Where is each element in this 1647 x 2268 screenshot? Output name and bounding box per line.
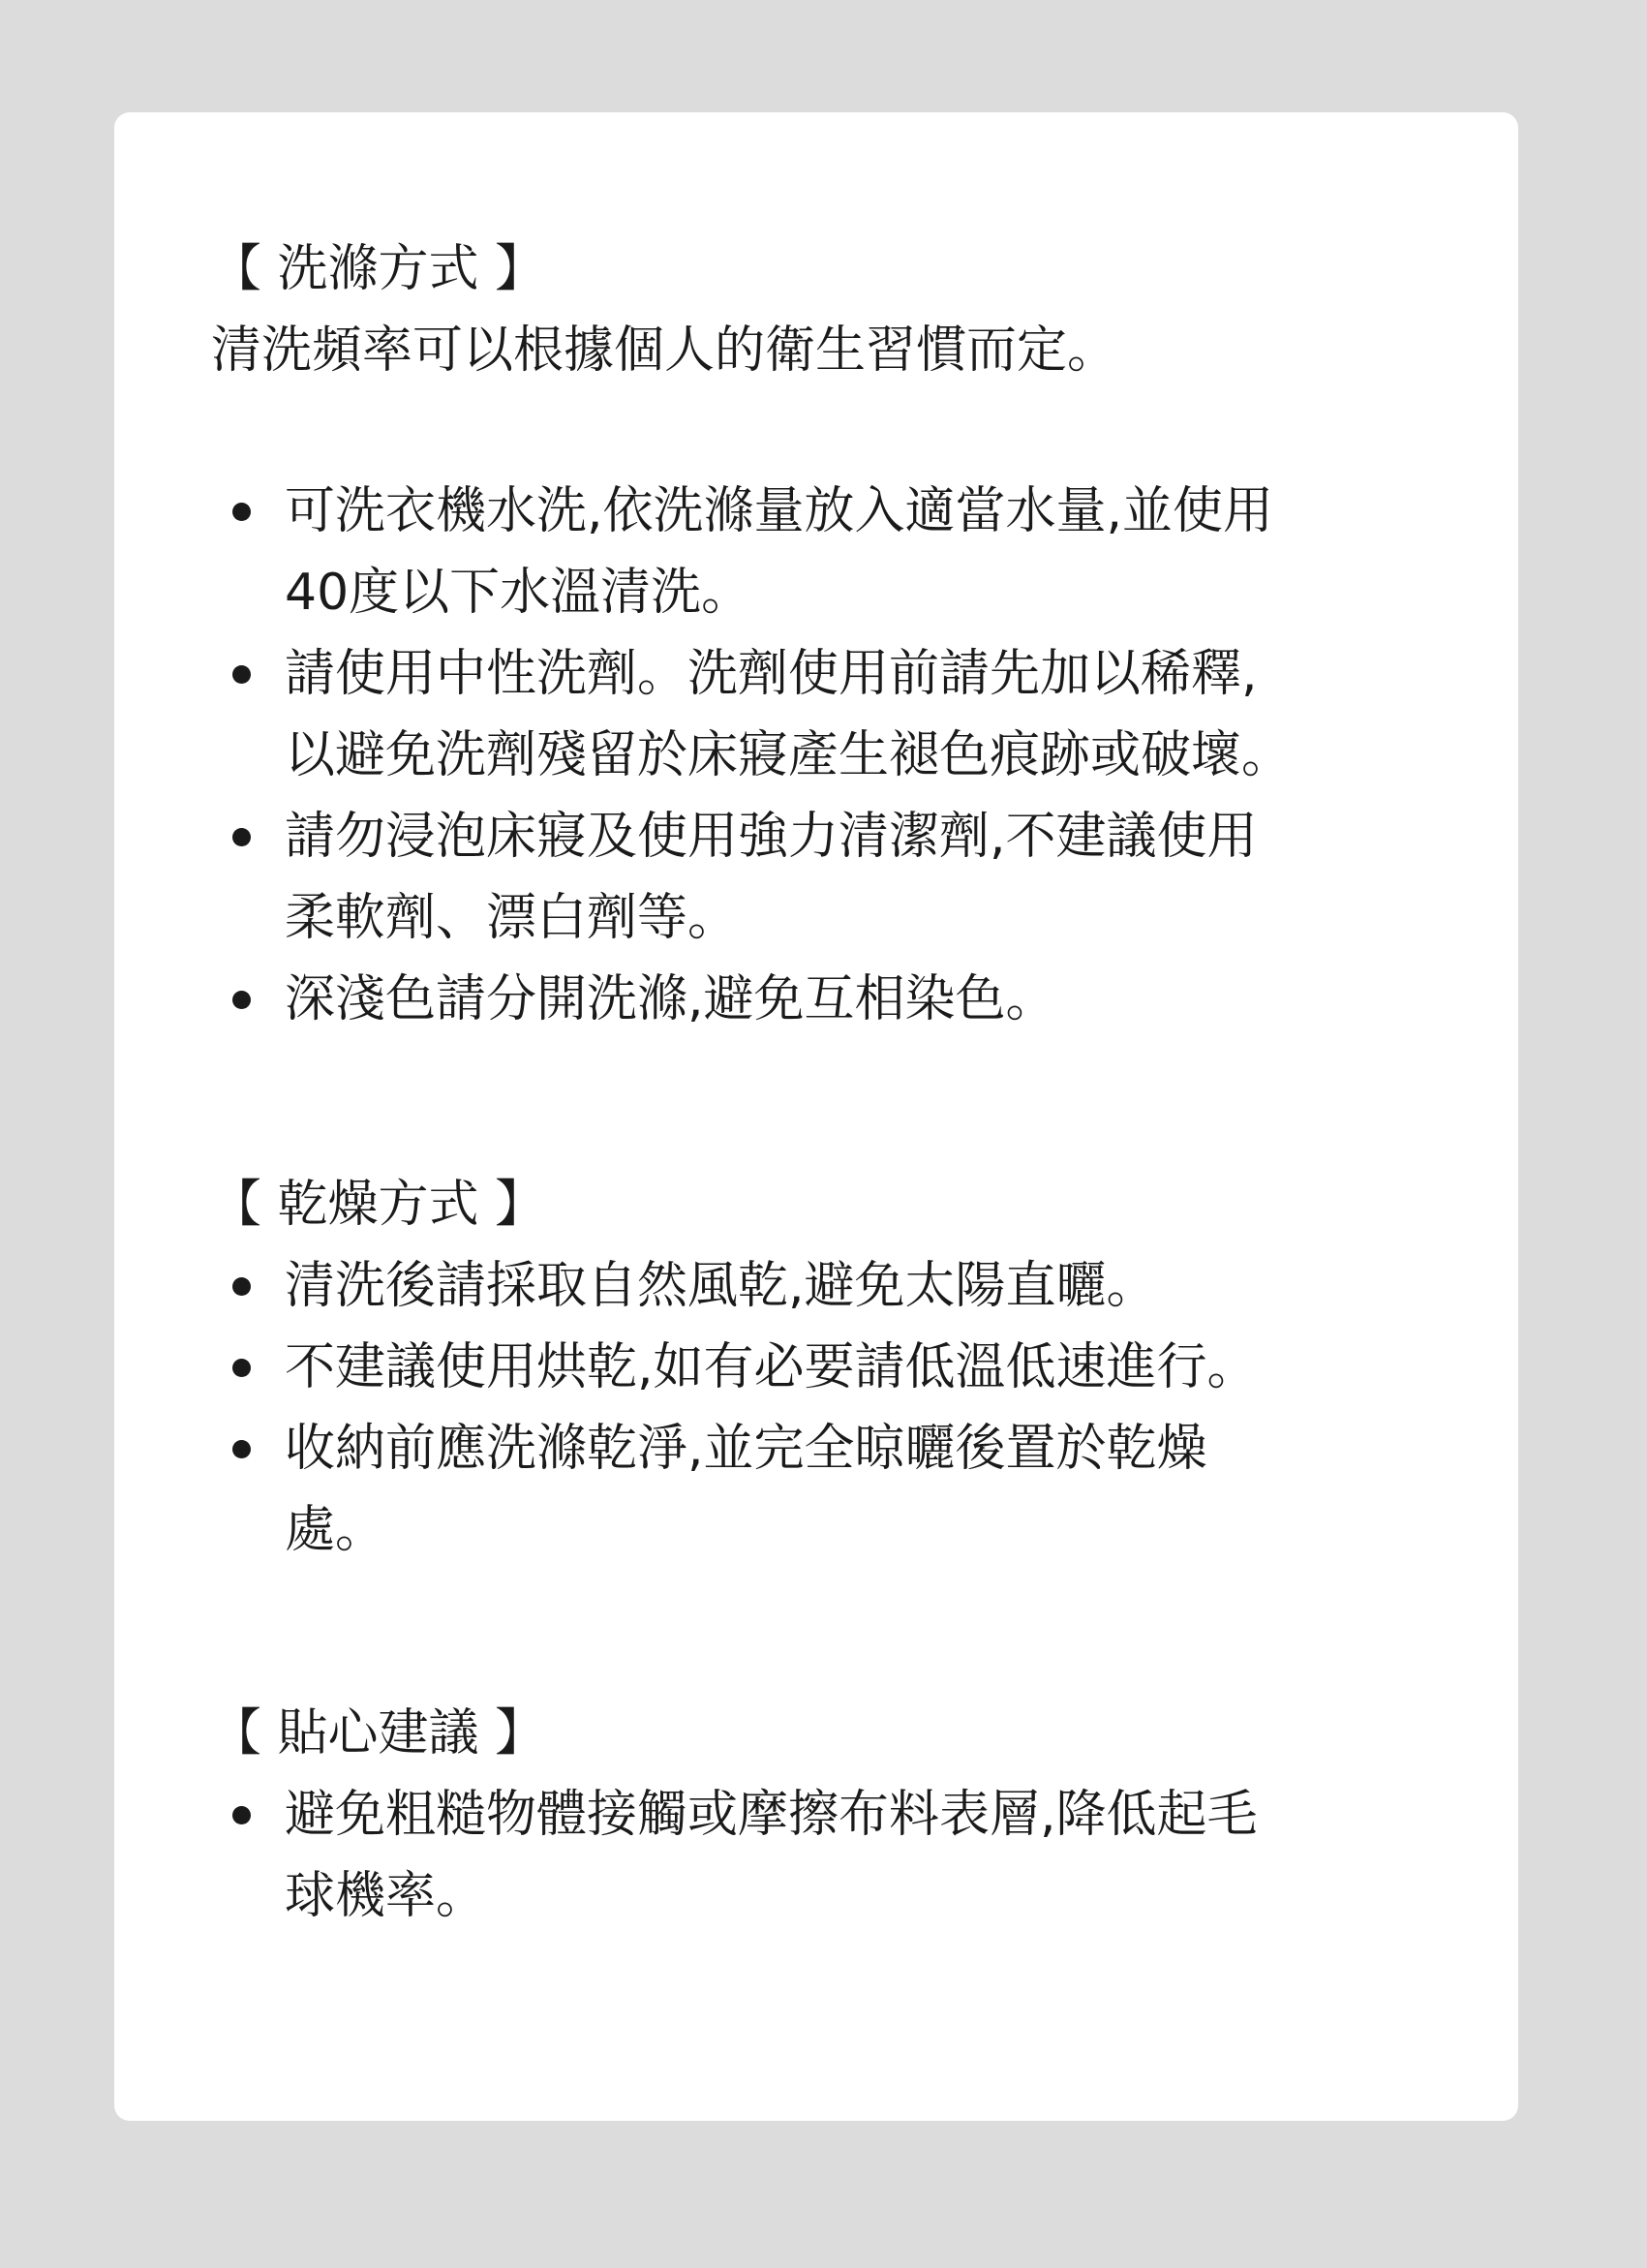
section-intro: 清洗頻率可以根據個人的衛生習慣而定。 xyxy=(211,322,1118,380)
section-drying xyxy=(211,1164,1460,1571)
bullet-icon xyxy=(232,503,251,521)
section-heading: 【 乾燥方式 】 xyxy=(211,1176,546,1234)
list-item: 不建議使用烘乾,如有必要請低溫低速進行。 xyxy=(211,1327,1373,1408)
section-heading: 【 洗滌方式 】 xyxy=(211,240,546,298)
list-item: 避免粗糙物體接觸或摩擦布料表層,降低起毛 球機率。 xyxy=(211,1774,1373,1937)
bullet-icon xyxy=(232,1440,251,1458)
bullet-list xyxy=(211,1245,1460,1571)
section-washing xyxy=(211,229,1460,1040)
list-item: 深淺色請分開洗滌,避免互相染色。 xyxy=(211,959,1373,1040)
bullet-icon xyxy=(232,1806,251,1824)
list-item: 清洗後請採取自然風乾,避免太陽直曬。 xyxy=(211,1245,1373,1327)
bullet-icon xyxy=(232,828,251,846)
bullet-icon xyxy=(232,1277,251,1296)
bullet-list xyxy=(211,1774,1460,1937)
bullet-icon xyxy=(232,1359,251,1377)
section-heading: 【 貼心建議 】 xyxy=(211,1704,546,1762)
bullet-list xyxy=(211,471,1460,1040)
bullet-icon xyxy=(232,991,251,1009)
content-card xyxy=(114,112,1518,2121)
list-item: 收納前應洗滌乾淨,並完全晾曬後置於乾燥 處。 xyxy=(211,1408,1373,1571)
bullet-icon xyxy=(232,665,251,684)
list-item: 請勿浸泡床寢及使用強力清潔劑,不建議使用 柔軟劑、漂白劑等。 xyxy=(211,796,1373,959)
list-item: 請使用中性洗劑。洗劑使用前請先加以稀釋, 以避免洗劑殘留於床寢產生褪色痕跡或破壞。 xyxy=(211,633,1373,796)
list-item: 可洗衣機水洗,依洗滌量放入適當水量,並使用 40度以下水溫清洗。 xyxy=(211,471,1373,633)
section-tips xyxy=(211,1693,1460,1937)
care-instructions xyxy=(211,229,1460,1937)
